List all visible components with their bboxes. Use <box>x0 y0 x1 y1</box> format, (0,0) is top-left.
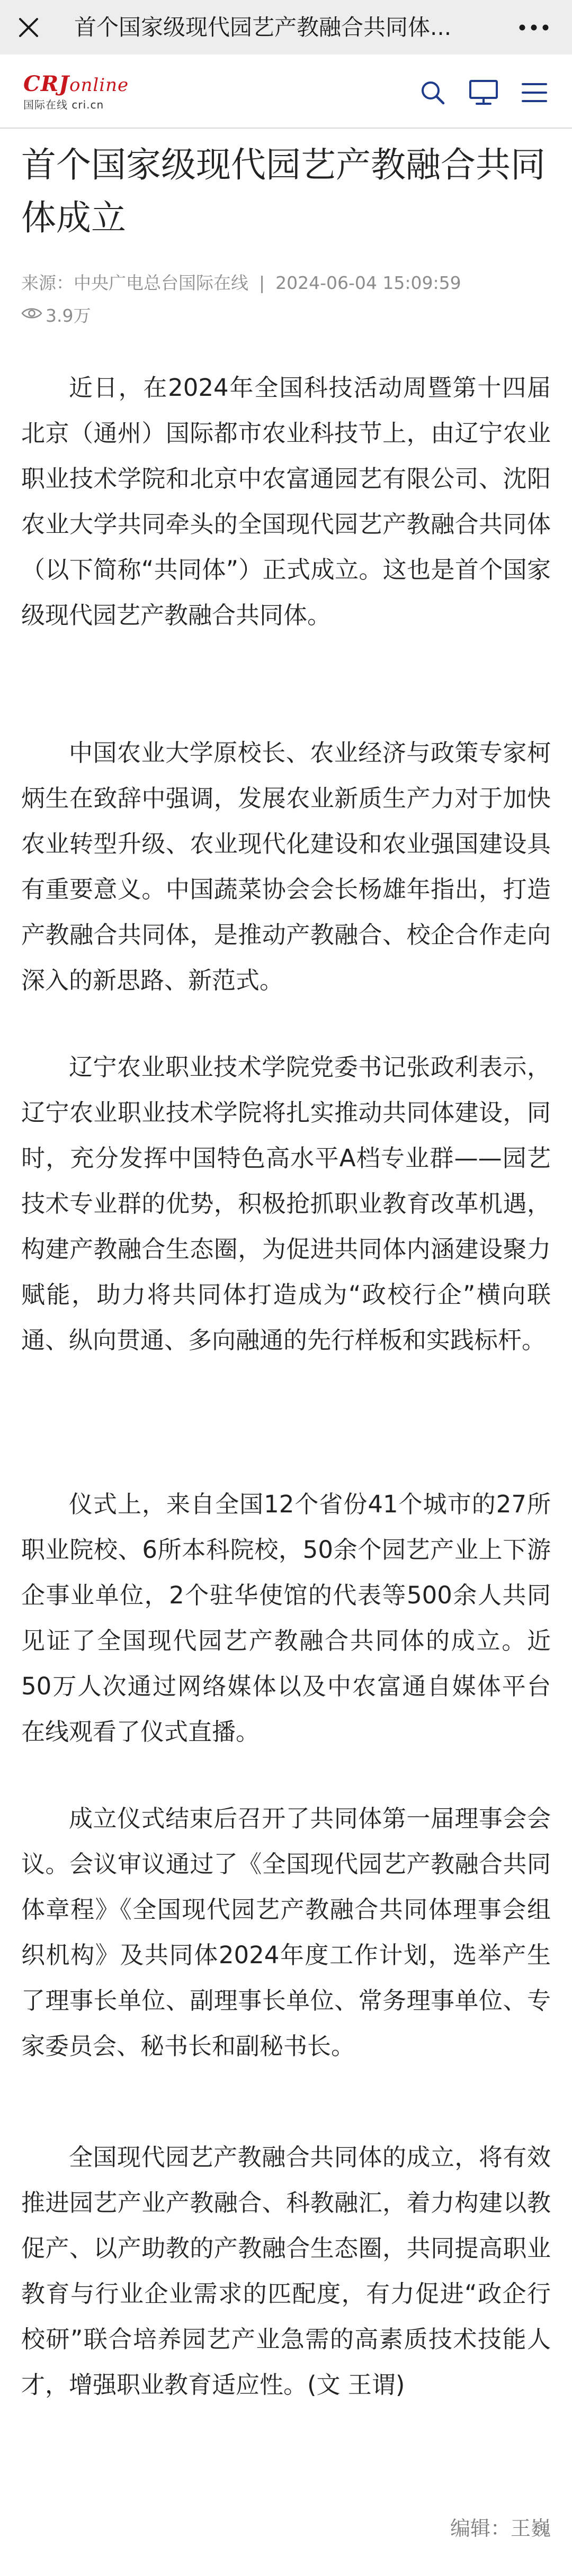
article-paragraph: 近日，在2024年全国科技活动周暨第十四届北京（通州）国际都市农业科技节上，由辽宁农业职业技术学院和北京中农富通园艺有限公司、沈阳农业大学共同牵头的全国现代园艺产教融合共同体（以下简称“共同体”）正式成立。这也是首个国家级现代园艺产教融合共同体。 <box>21 374 551 629</box>
logo-mark: CRJ <box>23 71 70 96</box>
article-paragraph: 辽宁农业职业技术学院党委书记张政利表示，辽宁农业职业技术学院将扎实推动共同体建设，同时，充分发挥中国特色高水平A档专业群——园艺技术专业群的优势，积极抢抓职业教育改革机遇，构建产教融合生态圈，为促进共同体内涵建设聚力赋能，助力将共同体打造成为“政校行企”横向联通、纵向贯通、多向融通的先行样板和实践标杆。 <box>21 1053 551 1354</box>
article-title: 首个国家级现代园艺产教融合共同体成立 <box>21 144 546 238</box>
meta-separator: | <box>259 273 265 293</box>
menu-icon[interactable] <box>519 78 550 107</box>
logo-online: online <box>69 75 129 96</box>
site-logo[interactable] <box>23 71 129 111</box>
article-paragraph: 中国农业大学原校长、农业经济与政策专家柯炳生在致辞中强调，发展农业新质生产力对于加快农业转型升级、农业现代化建设和农业强国建设具有重要意义。中国蔬菜协会会长杨雄年指出，打造产教融合共同体，是推动产教融合、校企合作走向深入的新思路、新范式。 <box>21 739 551 994</box>
top-bar <box>0 0 572 55</box>
logo-subtitle: 国际在线 cri.cn <box>23 98 104 111</box>
site-header <box>0 55 572 129</box>
article-datetime: 2024-06-04 15:09:59 <box>275 273 461 293</box>
article-source: 来源：中央广电总台国际在线 <box>21 273 248 293</box>
article-paragraph: 成立仪式结束后召开了共同体第一届理事会会议。会议审议通过了《全国现代园艺产教融合共同体章程》《全国现代园艺产教融合共同体理事会组织机构》及共同体2024年度工作计划，选举产生了理事长单位、副理事长单位、常务理事单位、专家委员会、秘书长和副秘书长。 <box>21 1804 551 2060</box>
search-icon[interactable] <box>417 78 448 107</box>
article-paragraph: 全国现代园艺产教融合共同体的成立，将有效推进园艺产业产教融合、科教融汇，着力构建以教促产、以产助教的产教融合生态圈，共同提高职业教育与行业企业需求的匹配度，有力促进“政企行校研”联合培养园艺产业急需的高素质技术技能人才，增强职业教育适应性。(文 王谓) <box>21 2143 551 2399</box>
article-editor: 编辑：王巍 <box>450 2517 551 2540</box>
page-title: 首个国家级现代园艺产教融合共同体... <box>74 14 452 40</box>
close-icon[interactable] <box>15 14 42 41</box>
article-meta <box>21 271 551 295</box>
view-count-value: 3.9万 <box>46 305 91 326</box>
eye-icon <box>21 304 42 325</box>
view-count <box>21 303 91 326</box>
article-paragraph: 仪式上，来自全国12个省份41个城市的27所职业院校、6所本科院校，50余个园艺产业上下游企事业单位，2个驻华使馆的代表等500余人共同见证了全国现代园艺产教融合共同体的成立。近50万人次通过网络媒体以及中农富通自媒体平台在线观看了仪式直播。 <box>21 1490 551 1746</box>
more-icon[interactable] <box>513 14 555 41</box>
monitor-icon[interactable] <box>468 78 499 107</box>
